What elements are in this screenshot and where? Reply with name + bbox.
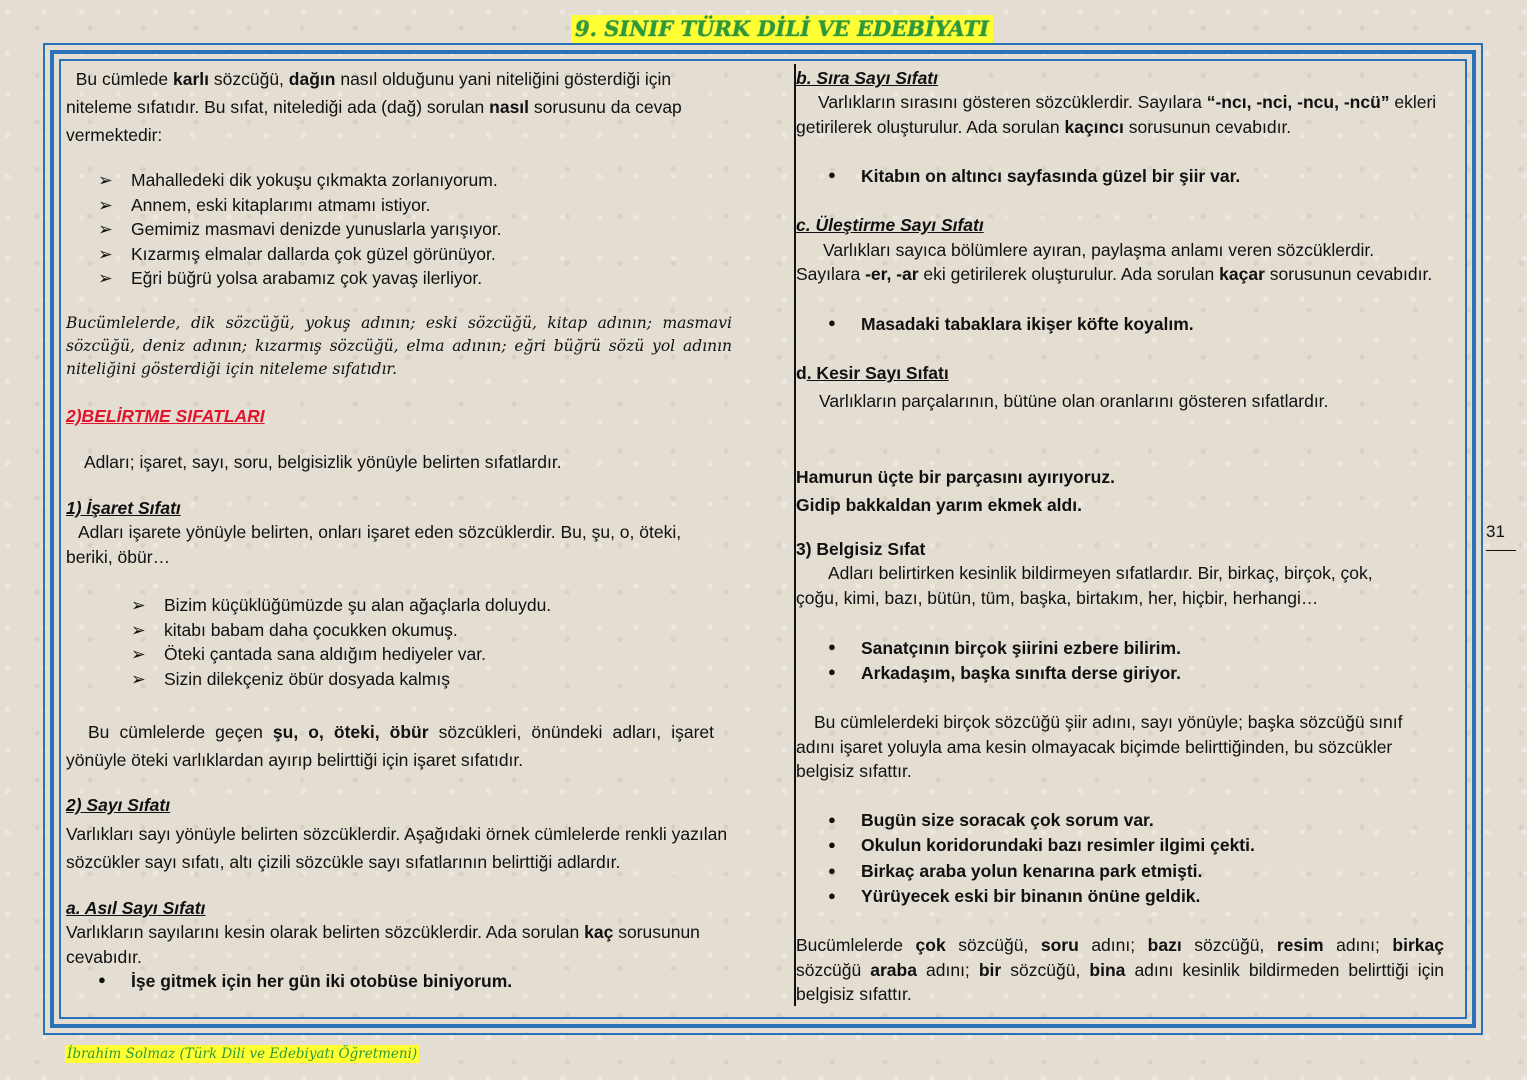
belgisiz-example-list-2 — [828, 808, 1448, 909]
isaret-note: Bu cümlelerde geçen şu, o, öteki, öbür sözcükleri, önündeki adları, işaret yönüyle öteki varlıklardan ayırıp belirttiği için işaret sıfatıdır. — [66, 722, 714, 770]
list-item: ➢ Öteki çantada sana aldığım hediyeler var. — [131, 642, 731, 667]
ulestirme-heading: c. Üleştirme Sayı Sıfatı — [796, 215, 984, 235]
page-number: 31 — [1486, 522, 1505, 541]
list-item: ➢ Annem, eski kitaplarımı atmamı istiyor. — [98, 193, 738, 218]
belgisiz-final-note: Bucümlelerde çok sözcüğü, soru adını; bazı sözcüğü, resim adını; birkaç sözcüğü araba adını; bir sözcüğü, bina adını kesinlik bildirmeden belirttiği için belgisiz sıfattır. — [796, 935, 1445, 1004]
sira-example-list — [828, 164, 1448, 189]
belirtme-description: Adları; işaret, sayı, soru, belgisizlik yönüyle belirten sıfatlardır. — [84, 452, 562, 472]
asil-heading: a. Asıl Sayı Sıfatı — [66, 898, 206, 918]
ulestirme-description-line2: Sayılara -er, -ar eki getirilerek oluşturulur. Ada sorulan kaçar sorusunun cevabıdır. — [796, 264, 1433, 284]
list-item: ➢ Bizim küçüklüğümüzde şu alan ağaçlarla doluydu. — [131, 593, 731, 618]
isaret-description: Adları işarete yönüyle belirten, onları işaret eden sözcüklerdir. Bu, şu, o, öteki, beriki, öbür… — [66, 522, 682, 567]
list-item: ➢ kitabı babam daha çocukken okumuş. — [131, 618, 731, 643]
niteleme-note: Bucümlelerde, dik sözcüğü, yokuş adının; eski sözcüğü, kitap adının; masmavi sözcüğü, deniz adının; kızarmış sözcüğü, elma adının; eğri büğrü sözü yol adının niteliğini gösterdiği için niteleme sıfatıdır. — [66, 314, 732, 378]
kesir-description: Varlıkların parçalarının, bütüne olan oranlarını gösteren sıfatlardır. — [819, 391, 1329, 411]
sira-description: Varlıkların sırasını gösteren sözcüklerdir. Sayılara “-ncı, -nci, -ncu, -ncü” ekleri getirilerek oluşturulur. Ada sorulan kaçıncı sorusunun cevabıdır. — [796, 92, 1437, 137]
list-item: ➢ Mahalledeki dik yokuşu çıkmakta zorlanıyorum. — [98, 168, 738, 193]
list-item: ➢ Gemimiz masmavi denizde yunuslarla yarışıyor. — [98, 217, 738, 242]
list-item: ● Masadaki tabaklara ikişer köfte koyalım. — [828, 312, 1448, 337]
page-title: 9. SINIF TÜRK DİLİ VE EDEBİYATI — [571, 15, 993, 43]
sayi-description: Varlıkları sayı yönüyle belirten sözcüklerdir. Aşağıdaki örnek cümlelerde renkli yazılan sözcükler sayı sıfatı, altı çizili sözcükle sayı sıfatlarının belirttiği adlardır. — [66, 824, 728, 872]
ulestirme-description-line1: Varlıkları sayıca bölümlere ayıran, paylaşma anlamı veren sözcüklerdir. — [823, 240, 1375, 260]
footer-author: İbrahim Solmaz (Türk Dili ve Edebiyatı Öğretmeni) — [67, 1046, 418, 1062]
niteleme-example-list — [98, 168, 738, 291]
belgisiz-description-line1: Adları belirtirken kesinlik bildirmeyen sıfatlardır. Bir, birkaç, birçok, çok, — [828, 563, 1373, 583]
isaret-example-list — [131, 593, 731, 691]
sayi-heading: 2) Sayı Sıfatı — [66, 795, 171, 815]
sira-heading: b. Sıra Sayı Sıfatı — [796, 68, 938, 88]
list-item: ● Kitabın on altıncı sayfasında güzel bir şiir var. — [828, 164, 1448, 189]
column-divider — [794, 64, 796, 1006]
belgisiz-example-list-1 — [828, 636, 1448, 685]
isaret-heading: 1) İşaret Sıfatı — [66, 498, 181, 518]
asil-example-list — [98, 969, 738, 994]
list-item: ● Bugün size soracak çok sorum var. — [828, 808, 1448, 833]
list-item: ● Okulun koridorundaki bazı resimler ilgimi çekti. — [828, 833, 1448, 858]
belgisiz-heading: 3) Belgisiz Sıfat — [796, 539, 926, 559]
list-item: ● Yürüyecek eski bir binanın önüne geldik. — [828, 884, 1448, 909]
belirtme-heading: 2)BELİRTME SIFATLARI — [66, 406, 265, 426]
belgisiz-description-line2: çoğu, kimi, bazı, bütün, tüm, başka, birtakım, her, hiçbir, herhangi… — [796, 588, 1319, 608]
list-item: ● İşe gitmek için her gün iki otobüse biniyorum. — [98, 969, 738, 994]
kesir-heading: d. Kesir Sayı Sıfatı — [796, 363, 949, 383]
niteleme-intro: Bu cümlede karlı sözcüğü, dağın nasıl olduğunu yani niteliğini gösterdiği için niteleme sıfatıdır. Bu sıfat, nitelediği ada (dağ) sorulan nasıl sorusunu da cevap vermektedir: — [66, 69, 682, 145]
list-item: ● Sanatçının birçok şiirini ezbere bilirim. — [828, 636, 1448, 661]
kesir-example-2: Gidip bakkaldan yarım ekmek aldı. — [796, 495, 1082, 515]
page-number-rule — [1486, 550, 1516, 551]
list-item: ➢ Sizin dilekçeniz öbür dosyada kalmış — [131, 667, 731, 692]
belgisiz-note: Bu cümlelerdeki birçok sözcüğü şiir adını, sayı yönüyle; başka sözcüğü sınıf adını işaret yoluyla ama kesin olmayacak biçimde belirttiğinden, bu sözcükler belgisiz sıfattır. — [796, 712, 1403, 781]
list-item: ➢ Kızarmış elmalar dallarda çok güzel görünüyor. — [98, 242, 738, 267]
list-item: ● Birkaç araba yolun kenarına park etmişti. — [828, 859, 1448, 884]
asil-description: Varlıkların sayılarını kesin olarak belirten sözcüklerdir. Ada sorulan kaç sorusunun cevabıdır. — [66, 922, 700, 967]
kesir-example-1: Hamurun üçte bir parçasını ayırıyoruz. — [796, 467, 1115, 487]
ulestirme-example-list — [828, 312, 1448, 337]
list-item: ➢ Eğri büğrü yolsa arabamız çok yavaş ilerliyor. — [98, 266, 738, 291]
list-item: ● Arkadaşım, başka sınıfta derse giriyor. — [828, 661, 1448, 686]
